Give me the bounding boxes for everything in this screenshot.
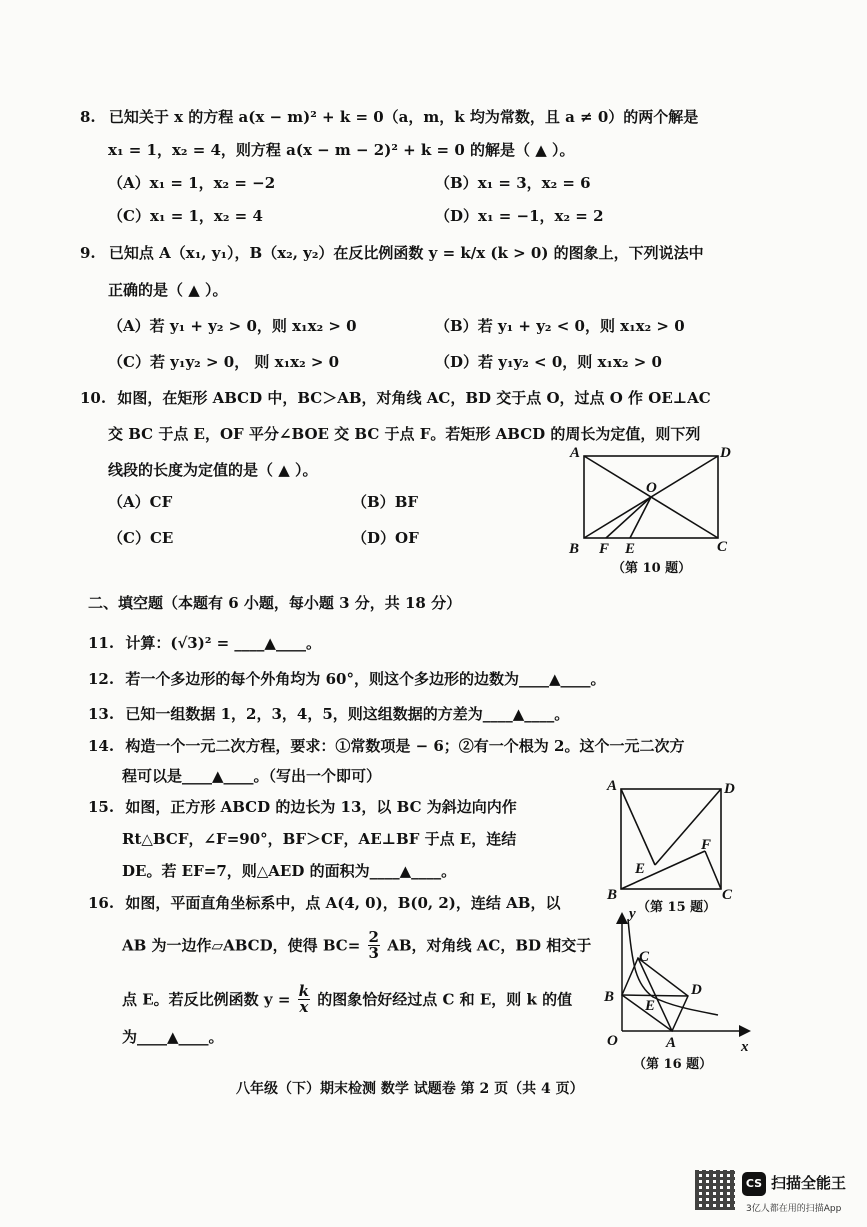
option-text: 若 y₁ + y₂ > 0，则 x₁x₂ > 0 (149, 317, 357, 335)
q10-stem-1: 如图，在矩形 ABCD 中，BC＞AB，对角线 AC，BD 交于点 O，过点 O 作 OE⊥AC (117, 389, 711, 407)
q11 (88, 633, 321, 653)
option-label: （D） (352, 529, 396, 547)
q12 (88, 669, 605, 689)
q15-figure-caption: （第 15 题） (637, 900, 717, 915)
q9-number: 9. (80, 244, 96, 262)
label-d: D (691, 982, 702, 998)
label-e: E (625, 541, 636, 557)
option-text: x₁ = 3，x₂ = 6 (477, 174, 591, 192)
fraction-numerator: k (298, 982, 310, 1000)
label-a: A (607, 778, 618, 794)
q15-line3: DE。若 EF=7，则△AED 的面积为____▲____。 (122, 862, 457, 880)
q16-line1 (88, 893, 560, 913)
q8-line2: x₁ = 1，x₂ = 4，则方程 a(x − m − 2)² + k = 0 的解是（ ▲ ）。 (108, 141, 575, 159)
fraction-numerator: 2 (368, 928, 379, 946)
label-e: E (635, 861, 646, 877)
q15-figure (600, 775, 750, 900)
label-c: C (722, 887, 733, 900)
label-o: O (646, 480, 657, 496)
q16-figure-caption: （第 16 题） (633, 1057, 713, 1072)
option-label: （A） (108, 493, 150, 511)
label-b: B (604, 989, 615, 1005)
q9-stem-1: 已知点 A（x₁, y₁），B（x₂, y₂）在反比例函数 y = k/x (k > 0) 的图象上，下列说法中 (108, 244, 704, 262)
q8-option-c (108, 206, 263, 226)
q11-text: 计算：(√3)² = ____▲____。 (125, 634, 321, 652)
option-text: OF (395, 529, 419, 547)
label-e: E (645, 998, 656, 1014)
scanner-logo-text: CS (745, 1177, 763, 1190)
q10-line3: 线段的长度为定值的是（ ▲ ）。 (108, 461, 318, 479)
diagonal-ca (638, 958, 672, 1031)
segment-ae (621, 789, 655, 865)
q16-stem-3a: 点 E。若反比例函数 y = (122, 990, 291, 1009)
label-a: A (570, 445, 581, 461)
q15-line1 (88, 797, 517, 817)
fraction-denominator: 3 (368, 944, 379, 962)
q9-line1 (80, 243, 704, 263)
option-label: （D） (435, 353, 479, 371)
q10-figure-caption: （第 10 题） (612, 561, 692, 576)
q16-stem-2b: AB，对角线 AC，BD 相交于 (387, 936, 592, 955)
option-label: （C） (108, 207, 150, 225)
q8-stem-1: 已知关于 x 的方程 a(x − m)² + k = 0（a，m，k 均为常数，且 a ≠ 0）的两个解是 (108, 108, 699, 126)
q14-line1 (88, 736, 684, 756)
label-f: F (599, 541, 610, 557)
square-diagram (600, 775, 750, 900)
scanner-app-name: 扫描全能王 (771, 1174, 847, 1192)
q10-number: 10. (80, 389, 107, 407)
q9-option-d (435, 352, 662, 372)
q9-option-c (108, 352, 339, 372)
q9-line2: 正确的是（ ▲ ）。 (108, 281, 228, 299)
q16-line3 (122, 982, 573, 1016)
label-o: O (607, 1033, 618, 1049)
option-label: （A） (108, 317, 150, 335)
coordinate-diagram (598, 905, 756, 1055)
option-text: 若 y₁y₂ > 0， 则 x₁x₂ > 0 (149, 353, 340, 371)
q10-option-a (108, 492, 172, 512)
q10-line2: 交 BC 于点 E，OF 平分∠BOE 交 BC 于点 F。若矩形 ABCD 的周长为定值，则下列 (108, 425, 701, 443)
q16-stem-1: 如图，平面直角坐标系中，点 A(4, 0)，B(0, 2)，连结 AB，以 (125, 894, 561, 912)
option-text: CF (149, 493, 173, 511)
q11-number: 11. (88, 634, 115, 652)
q16-stem-2a: AB 为一边作▱ABCD，使得 BC= (122, 936, 361, 955)
option-label: （B） (435, 174, 478, 192)
q8-option-a (108, 173, 275, 193)
scanner-logo-icon (742, 1172, 766, 1196)
q16-stem-3b: 的图象恰好经过点 C 和 E，则 k 的值 (317, 990, 573, 1009)
option-text: 若 y₁y₂ < 0，则 x₁x₂ > 0 (478, 353, 662, 371)
segment-fc (705, 851, 721, 889)
page-footer: 八年级（下）期末检测 数学 试题卷 第 2 页（共 4 页） (236, 1081, 584, 1097)
q16-number: 16. (88, 894, 115, 912)
section-2-title: 二、填空题（本题有 6 小题，每小题 3 分，共 18 分） (88, 594, 462, 612)
rectangle-diagram (560, 440, 740, 560)
q14-number: 14. (88, 737, 115, 755)
q10-line1 (80, 388, 711, 408)
q16-line2 (122, 928, 592, 962)
q14-line2: 程可以是____▲____。（写出一个即可） (122, 767, 382, 785)
q10-option-b (352, 492, 418, 512)
label-c: C (717, 539, 728, 555)
fraction-denominator: x (299, 998, 309, 1016)
option-text: BF (394, 493, 419, 511)
q16-k-fraction (298, 984, 310, 1015)
q8-number: 8. (80, 108, 96, 126)
q13-text: 已知一组数据 1，2，3，4，5，则这组数据的方差为____▲____。 (125, 705, 570, 723)
q12-text: 若一个多边形的每个外角均为 60°，则这个多边形的边数为____▲____。 (125, 670, 606, 688)
option-text: x₁ = 1，x₂ = 4 (149, 207, 263, 225)
option-text: x₁ = −1，x₂ = 2 (478, 207, 604, 225)
option-text: CE (149, 529, 174, 547)
q9-option-b (435, 316, 685, 336)
q10-option-d (352, 528, 419, 548)
label-a: A (666, 1035, 677, 1051)
q16-fraction (368, 930, 380, 961)
q9-option-a (108, 316, 357, 336)
q16-line4: 为____▲____。 (122, 1028, 224, 1046)
segment-of (606, 497, 651, 538)
q13 (88, 704, 569, 724)
option-label: （D） (435, 207, 479, 225)
option-text: x₁ = 1，x₂ = −2 (149, 174, 276, 192)
qr-code (695, 1170, 735, 1210)
label-b: B (569, 541, 580, 557)
q10-figure (560, 440, 740, 560)
q15-stem-1: 如图，正方形 ABCD 的边长为 13，以 BC 为斜边向内作 (125, 798, 517, 816)
scanner-tagline: 3亿人都在用的扫描App (746, 1204, 842, 1214)
q14-stem-1: 构造一个一元二次方程，要求：①常数项是 − 6；②有一个根为 2。这个一元二次方 (125, 737, 685, 755)
q10-option-c (108, 528, 173, 548)
label-b: B (607, 887, 618, 900)
segment-de (655, 789, 721, 865)
q12-number: 12. (88, 670, 115, 688)
label-y: y (629, 906, 636, 922)
q8-option-b (435, 173, 591, 193)
q16-figure (598, 905, 756, 1055)
option-label: （B） (352, 493, 395, 511)
option-label: （B） (435, 317, 478, 335)
label-d: D (720, 445, 731, 461)
q15-line2: Rt△BCF，∠F=90°，BF＞CF，AE⊥BF 于点 E，连结 (122, 830, 517, 848)
option-label: （A） (108, 174, 150, 192)
option-label: （C） (108, 353, 150, 371)
q13-number: 13. (88, 705, 115, 723)
q8-line1 (80, 107, 698, 127)
label-f: F (701, 837, 712, 853)
label-x: x (741, 1039, 749, 1055)
q8-option-d (435, 206, 604, 226)
q15-number: 15. (88, 798, 115, 816)
label-d: D (724, 781, 735, 797)
label-c: C (639, 949, 650, 965)
option-label: （C） (108, 529, 150, 547)
diagonal-bd (622, 995, 688, 996)
option-text: 若 y₁ + y₂ < 0，则 x₁x₂ > 0 (477, 317, 685, 335)
